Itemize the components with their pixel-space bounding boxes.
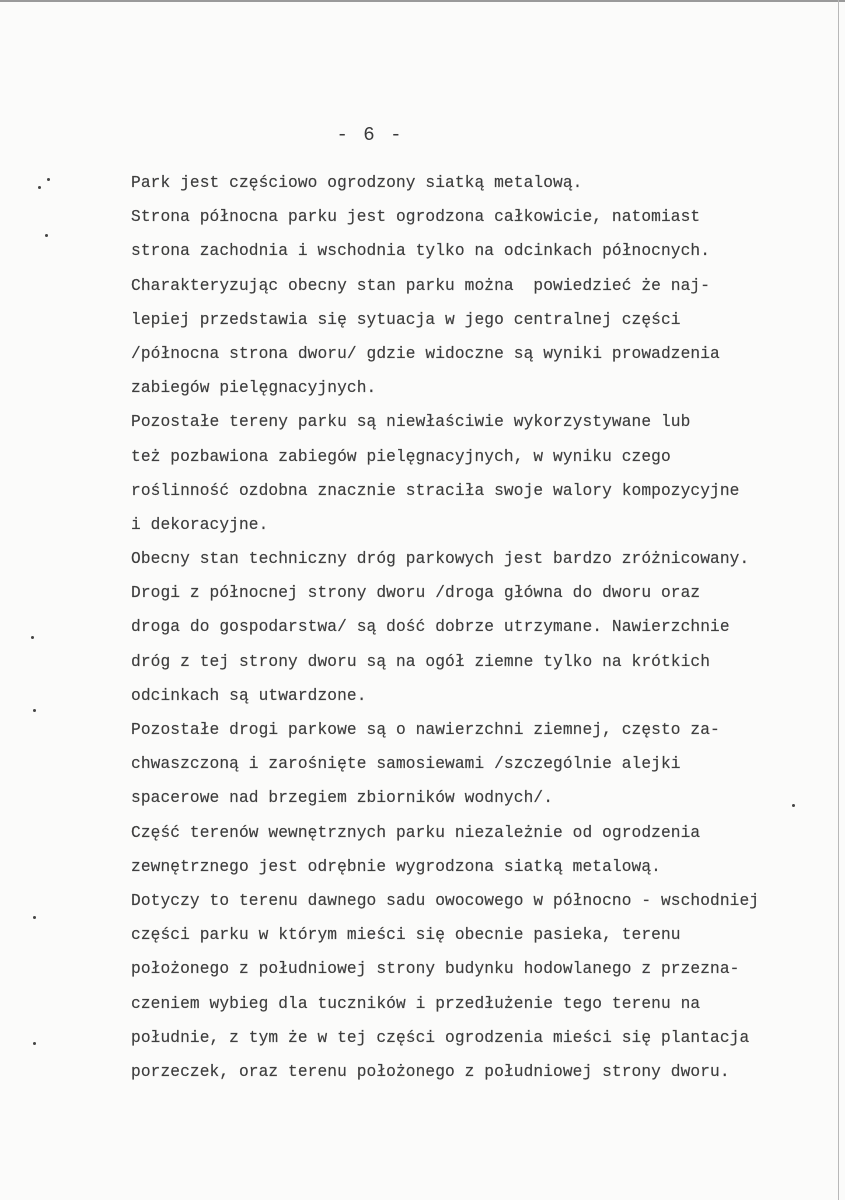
- margin-speck: [33, 1042, 36, 1045]
- margin-speck: [38, 186, 41, 189]
- margin-speck: [31, 636, 34, 639]
- text-line: południe, z tym że w tej części ogrodzenia mieści się plantacja: [131, 1028, 750, 1047]
- margin-speck: [792, 804, 795, 807]
- text-line: porzeczek, oraz terenu położonego z południowej strony dworu.: [131, 1062, 730, 1081]
- typewritten-body: [131, 166, 831, 1089]
- margin-speck: [33, 709, 36, 712]
- text-line: Pozostałe drogi parkowe są o nawierzchni ziemnej, często za-: [131, 721, 720, 739]
- text-line: droga do gospodarstwa/ są dość dobrze utrzymane. Nawierzchnie: [131, 618, 730, 637]
- text-line: Drogi z północnej strony dworu /droga główna do dworu oraz: [131, 584, 701, 603]
- text-line: Strona północna parku jest ogrodzona całkowicie, natomiast: [131, 208, 701, 227]
- text-line: Dotyczy to terenu dawnego sadu owocowego w północno - wschodniej: [131, 891, 760, 910]
- text-line: części parku w którym mieści się obecnie pasieka, terenu: [131, 926, 681, 945]
- text-line: też pozbawiona zabiegów pielęgnacyjnych, w wyniku czego: [131, 447, 671, 466]
- page-number: - 6 -: [336, 124, 404, 146]
- text-line: zewnętrznego jest odrębnie wygrodzona siatką metalową.: [131, 857, 661, 876]
- text-line: czeniem wybieg dla tuczników i przedłużenie tego terenu na: [131, 994, 701, 1013]
- text-line: Część terenów wewnętrznych parku niezależnie od ogrodzenia: [131, 823, 701, 842]
- text-line: roślinność ozdobna znacznie straciła swoje walory kompozycyjne: [131, 481, 740, 500]
- text-line: Charakteryzując obecny stan parku można powiedzieć że naj-: [131, 276, 711, 295]
- text-line: odcinkach są utwardzone.: [131, 686, 367, 705]
- margin-speck: [45, 234, 48, 237]
- text-line: spacerowe nad brzegiem zbiorników wodnych/.: [131, 789, 554, 808]
- margin-speck: [47, 178, 50, 181]
- text-line: Park jest częściowo ogrodzony siatką metalową.: [131, 174, 583, 192]
- page-right-edge: [838, 0, 839, 1200]
- text-line: położonego z południowej strony budynku hodowlanego z przezna-: [131, 960, 740, 979]
- text-line: dróg z tej strony dworu są na ogół ziemne tylko na krótkich: [131, 652, 711, 671]
- text-line: /północna strona dworu/ gdzie widoczne są wyniki prowadzenia: [131, 344, 720, 363]
- text-line: Pozostałe tereny parku są niewłaściwie wykorzystywane lub: [131, 413, 691, 432]
- margin-speck: [33, 916, 36, 919]
- page-top-edge: [0, 0, 845, 2]
- text-line: strona zachodnia i wschodnia tylko na odcinkach północnych.: [131, 242, 711, 261]
- text-line: chwaszczoną i zarośnięte samosiewami /szczególnie alejki: [131, 755, 681, 774]
- text-line: lepiej przedstawia się sytuacja w jego centralnej części: [131, 310, 681, 329]
- text-line: zabiegów pielęgnacyjnych.: [131, 379, 377, 398]
- text-line: Obecny stan techniczny dróg parkowych jest bardzo zróżnicowany.: [131, 550, 750, 569]
- text-line: i dekoracyjne.: [131, 515, 269, 534]
